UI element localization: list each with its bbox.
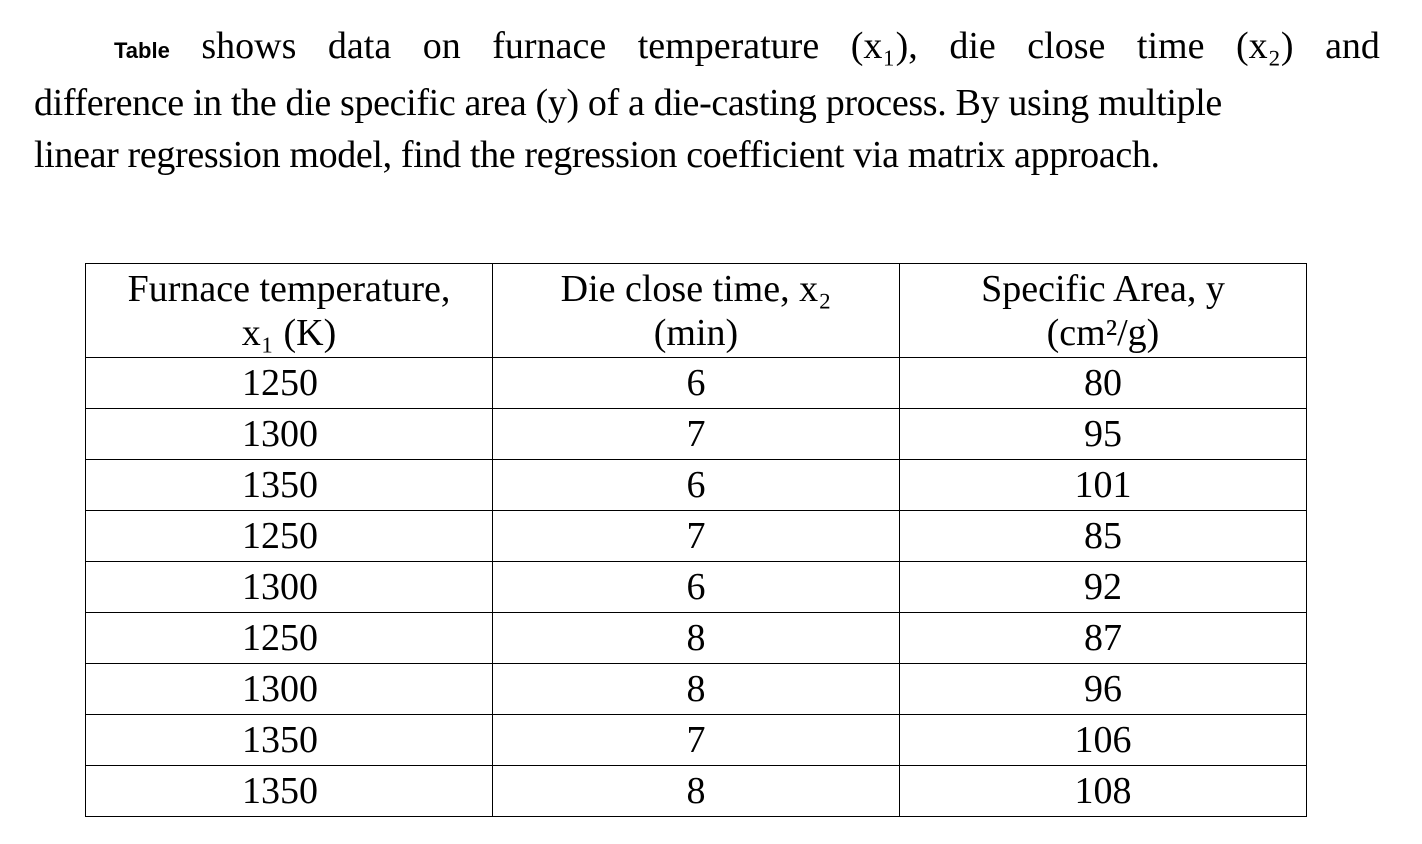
line1-word: die [949,25,996,67]
cell-temperature: 1300 [86,664,493,715]
cell-temperature: 1300 [86,562,493,613]
table-row [86,613,1307,664]
data-table [85,263,1307,817]
table-row [86,460,1307,511]
cell-close-time: 7 [493,409,900,460]
cell-specific-area: 87 [900,613,1307,664]
cell-temperature: 1350 [86,460,493,511]
line1-word: shows [201,25,297,67]
cell-close-time: 6 [493,358,900,409]
cell-specific-area: 80 [900,358,1307,409]
table-row [86,715,1307,766]
table-row [86,511,1307,562]
cell-specific-area: 95 [900,409,1307,460]
cell-close-time: 6 [493,562,900,613]
header-line: Specific Area, y [981,267,1225,310]
line1-word: and [1325,25,1380,67]
cell-close-time: 6 [493,460,900,511]
header-line: (min) [653,311,739,354]
line1-word: on [422,25,461,67]
cell-temperature: 1250 [86,613,493,664]
table-row [86,409,1307,460]
table-row [86,664,1307,715]
cell-temperature: 1300 [86,409,493,460]
header-line: x₁ (K) [241,311,337,354]
header-line: Die close time, x₂ [560,267,832,310]
line1-word: data [327,25,392,67]
problem-line-1 [34,20,1380,77]
cell-specific-area: 108 [900,766,1307,817]
cell-close-time: 8 [493,766,900,817]
table-reference-word: Table [114,38,170,63]
header-line: (cm²/g) [1046,311,1160,354]
line1-word: close [1027,25,1106,67]
cell-close-time: 8 [493,613,900,664]
cell-specific-area: 92 [900,562,1307,613]
cell-specific-area: 85 [900,511,1307,562]
problem-statement [34,20,1380,181]
table-row [86,562,1307,613]
line1-word: (x₁), [850,25,918,67]
cell-specific-area: 101 [900,460,1307,511]
line1-word: furnace [492,25,607,67]
cell-close-time: 7 [493,511,900,562]
cell-close-time: 7 [493,715,900,766]
line1-word: (x₂) [1235,25,1294,67]
header-die-close-time [493,264,900,358]
table-header-row [86,264,1307,358]
header-furnace-temperature [86,264,493,358]
problem-line-2: difference in the die specific area (y) of a die-casting process. By using multiple [34,82,1222,124]
table-row [86,358,1307,409]
line1-word: temperature [637,25,820,67]
table-row [86,766,1307,817]
header-specific-area [900,264,1307,358]
cell-specific-area: 106 [900,715,1307,766]
cell-temperature: 1350 [86,766,493,817]
cell-temperature: 1250 [86,511,493,562]
cell-temperature: 1350 [86,715,493,766]
cell-specific-area: 96 [900,664,1307,715]
cell-temperature: 1250 [86,358,493,409]
line1-word: time [1136,25,1205,67]
problem-line-3: linear regression model, find the regression coefficient via matrix approach. [34,134,1160,176]
header-line: Furnace temperature, [127,267,451,310]
cell-close-time: 8 [493,664,900,715]
